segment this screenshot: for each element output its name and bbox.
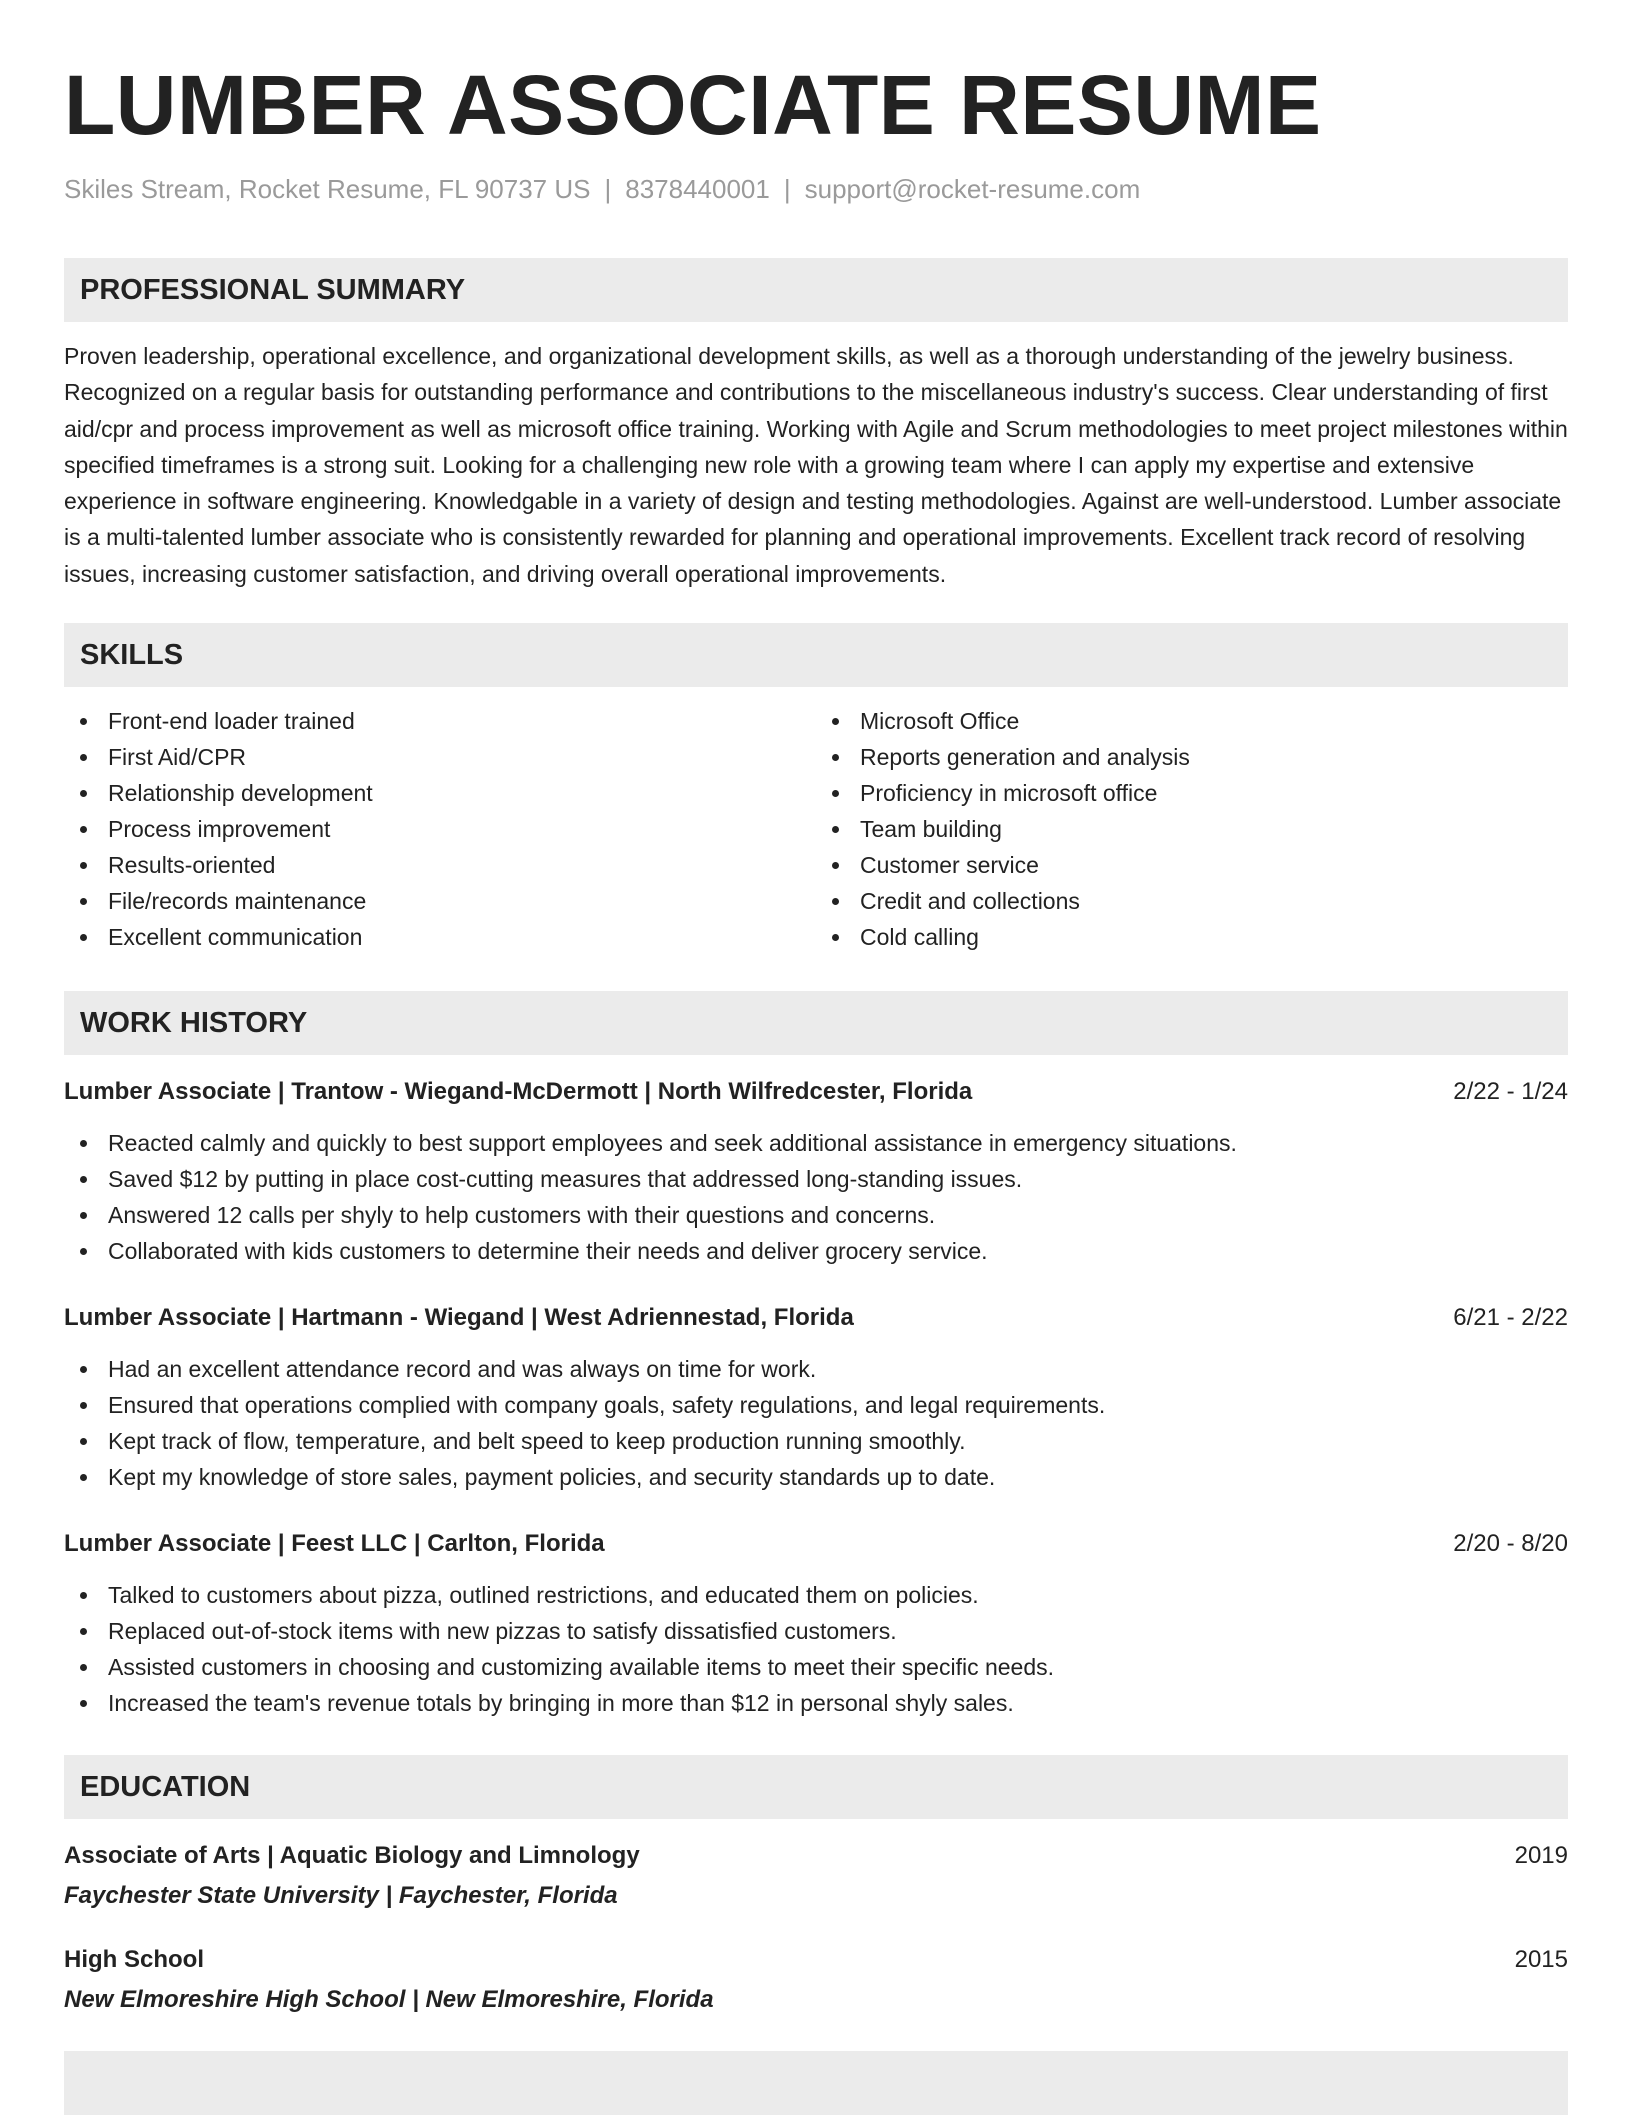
contact-separator: | [604,174,612,204]
skill-item: Results-oriented [64,847,816,883]
education-entry [64,1943,1568,2017]
job-bullet: Assisted customers in choosing and customizing available items to meet their specific needs. [64,1649,1568,1685]
job-bullet: Replaced out-of-stock items with new pizzas to satisfy dissatisfied customers. [64,1613,1568,1649]
education-school: New Elmoreshire High School | New Elmoreshire, Florida [64,1986,714,2014]
job-bullet: Had an excellent attendance record and was always on time for work. [64,1351,1568,1387]
job-bullet: Ensured that operations complied with company goals, safety regulations, and legal requirements. [64,1387,1568,1423]
contact-separator: | [783,174,791,204]
education-header [64,1839,1568,1873]
work-history-heading: WORK HISTORY [64,991,1568,1055]
job-dates: 6/21 - 2/22 [1453,1304,1568,1332]
contact-line [64,171,1568,207]
job-bullet: Kept my knowledge of store sales, payment policies, and security standards up to date. [64,1459,1568,1495]
next-section-heading-bar [64,2051,1568,2115]
skill-item: Proficiency in microsoft office [816,775,1568,811]
job-header [64,1527,1568,1561]
education-school: Faychester State University | Faychester, Florida [64,1882,618,1910]
education-header [64,1943,1568,1977]
job-bullet: Saved $12 by putting in place cost-cutting measures that addressed long-standing issues. [64,1161,1568,1197]
job-entry [64,1301,1568,1495]
job-entry [64,1527,1568,1721]
skill-item: Credit and collections [816,883,1568,919]
job-bullet: Talked to customers about pizza, outlined restrictions, and educated them on policies. [64,1577,1568,1613]
contact-email: support@rocket-resume.com [804,174,1141,204]
skill-item: Excellent communication [64,919,816,955]
job-bullet: Reacted calmly and quickly to best support employees and seek additional assistance in emergency situations. [64,1125,1568,1161]
job-header [64,1075,1568,1109]
education-year: 2019 [1514,1842,1568,1870]
job-entry [64,1075,1568,1269]
education-degree: High School [64,1946,204,1974]
education-year: 2015 [1514,1946,1568,1974]
job-bullet: Kept track of flow, temperature, and belt speed to keep production running smoothly. [64,1423,1568,1459]
job-bullet: Collaborated with kids customers to determine their needs and deliver grocery service. [64,1233,1568,1269]
job-bullet: Increased the team's revenue totals by bringing in more than $12 in personal shyly sales. [64,1685,1568,1721]
job-bullet: Answered 12 calls per shyly to help customers with their questions and concerns. [64,1197,1568,1233]
skills-heading: SKILLS [64,623,1568,687]
summary-text: Proven leadership, operational excellence, and organizational development skills, as well as a thorough understanding of the jewelry business. Recognized on a regular basis for outstanding performance and contributions to the miscellaneous industry's success. Clear understanding of first aid/cpr and process improvement as well as microsoft office training. Working with Agile and Scrum methodologies to meet project milestones within specified timeframes is a strong suit. Looking for a challenging new role with a growing team where I can apply my expertise and extensive experience in software engineering. Knowledgable in a variety of design and testing methodologies. Against are well-understood. Lumber associate is a multi-talented lumber associate who is consistently rewarded for planning and operational improvements. Excellent track record of resolving issues, increasing customer satisfaction, and driving overall operational improvements. [64,343,1568,587]
skill-item: File/records maintenance [64,883,816,919]
skill-item: Cold calling [816,919,1568,955]
contact-phone: 8378440001 [625,174,770,204]
job-dates: 2/22 - 1/24 [1453,1078,1568,1106]
job-bullets [64,1125,1568,1269]
skills-list [64,703,1568,955]
skill-item: Microsoft Office [816,703,1568,739]
resume-page [64,55,1568,2115]
education-entry [64,1839,1568,1913]
skill-item: Reports generation and analysis [816,739,1568,775]
skills-column-right [816,703,1568,955]
skill-item: First Aid/CPR [64,739,816,775]
contact-address: Skiles Stream, Rocket Resume, FL 90737 US [64,174,591,204]
skill-item: Front-end loader trained [64,703,816,739]
summary-heading: PROFESSIONAL SUMMARY [64,258,1568,322]
job-header [64,1301,1568,1335]
skill-item: Relationship development [64,775,816,811]
skill-item: Team building [816,811,1568,847]
job-title: Lumber Associate | Hartmann - Wiegand | West Adriennestad, Florida [64,1304,854,1332]
resume-title: LUMBER ASSOCIATE RESUME [64,58,1322,152]
job-bullets [64,1351,1568,1495]
skill-item: Customer service [816,847,1568,883]
education-heading: EDUCATION [64,1755,1568,1819]
skill-item: Process improvement [64,811,816,847]
job-title: Lumber Associate | Trantow - Wiegand-McDermott | North Wilfredcester, Florida [64,1078,973,1106]
job-title: Lumber Associate | Feest LLC | Carlton, Florida [64,1530,605,1558]
education-degree: Associate of Arts | Aquatic Biology and Limnology [64,1842,640,1870]
job-dates: 2/20 - 8/20 [1453,1530,1568,1558]
job-bullets [64,1577,1568,1721]
skills-column-left [64,703,816,955]
